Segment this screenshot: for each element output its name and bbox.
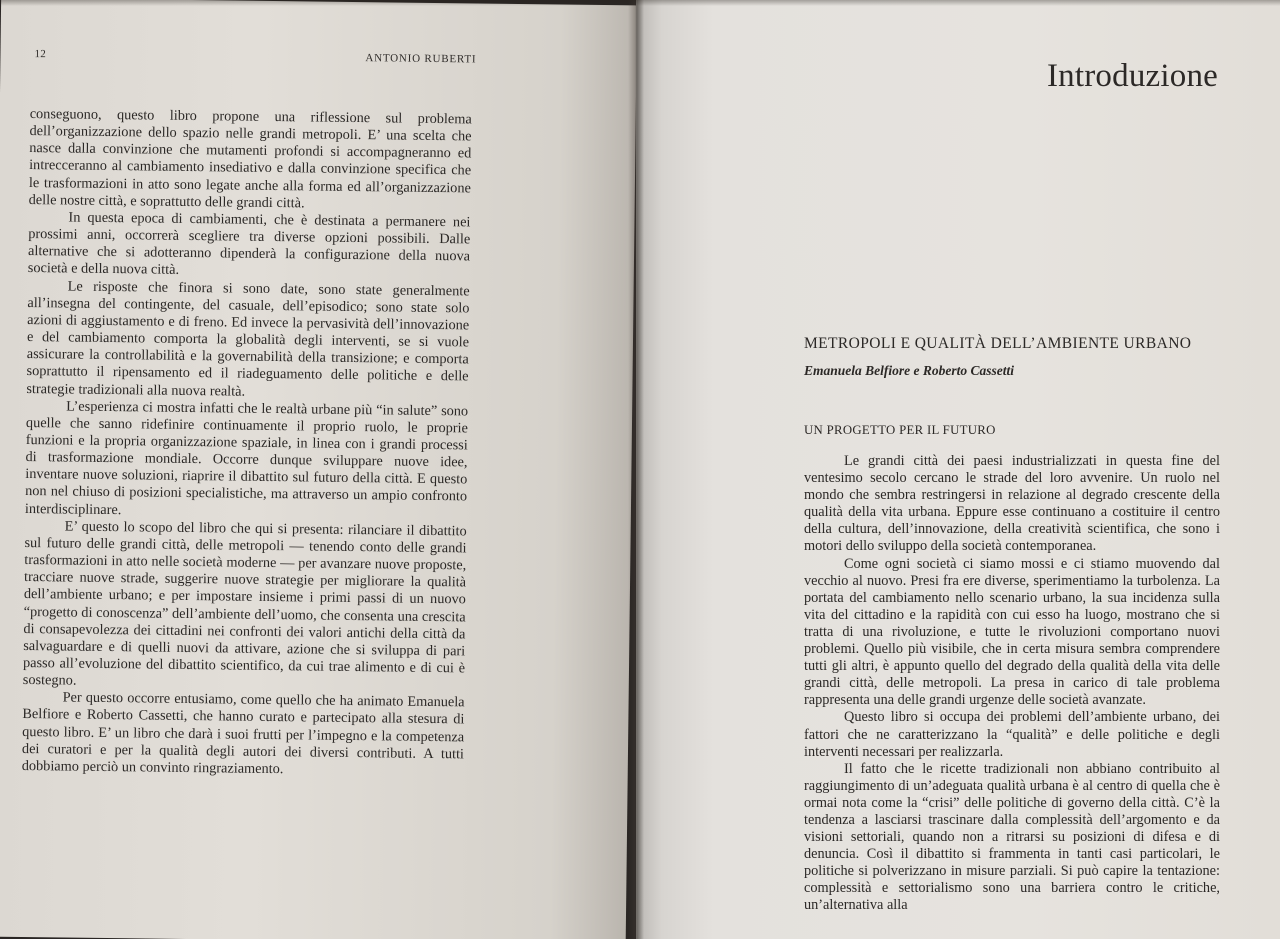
right-page <box>636 0 1280 939</box>
paragraph: Il fatto che le ricette tradizionali non abbiano contribuito al raggiungimento di un’adeguata qualità urbana è al centro di quella che è ormai nota come la “crisi” delle politiche di governo della città. C’è la tendenza a lasciarsi trascinare dalla complessità dell’argomento e da visioni settoriali, quando non a ritrarsi su posizioni di difesa e di denuncia. Così il dibattito si frammenta in tanti casi particolari, le politiche si polverizzano in misure parziali. Si può capire la tentazione: complessità e settorialismo sono una barriera contro le critiche, un’alternativa alla <box>804 760 1220 914</box>
article-authors: Emanuela Belfiore e Roberto Cassetti <box>804 363 1015 378</box>
book-gutter <box>628 0 644 939</box>
paragraph: Come ogni società ci siamo mossi e ci stiamo muovendo dal vecchio al nuovo. Presi fra ere diverse, sperimentiamo la turbolenza. La portata del cambiamento nello scenario urbano, la sua incidenza sulla vita del cittadino e la rapidità con cui esso ha luogo, mostrano che si tratta di una rivoluzione, e tutte le rivoluzioni comportano nuovi problemi. Quello più visibile, che in certa misura sembra comprendere tutti gli altri, è appunto quello del degrado della qualità della vita delle grandi città, delle metropoli. La presa in carico di tale problema rappresenta una delle grandi urgenze delle società avanzate. <box>804 555 1220 709</box>
article-title: METROPOLI E QUALITÀ DELL’AMBIENTE URBANO <box>804 335 1192 352</box>
paragraph: Le risposte che finora si sono date, sono state generalmente all’insegna del contingente, del casuale, dell’episodico; sono state solo azioni di aggiustamento e di freno. Ed invece la pervasività dell’innovazione e del cambiamento comporta la globalità degli interventi, se si vuole assicurare la controllabilità e la governabilità della transizione; e comporta soprattutto il ripensamento ed il riadeguamento delle politiche e delle strategie tradizionali alla nuova realtà. <box>26 278 470 400</box>
paragraph: In questa epoca di cambiamenti, che è destinata a permanere nei prossimi anni, occorrerà scegliere tra diverse opzioni possibili. Dalle alternative che si adotteranno dipenderà la configurazione della nuova società e della nuova città. <box>27 209 471 279</box>
running-header <box>34 42 476 67</box>
paragraph: Per questo occorre entusiamo, come quello che ha animato Emanuela Belfiore e Roberto Cassetti, che hanno curato e partecipato alla stesura di questo libro. E’ un libro che darà i suoi frutti per l’impegno e la competenza dei curatori e per la qualità degli autori dei diversi contributi. A tutti dobbiamo perciò un convinto ringraziamento. <box>21 689 465 778</box>
page-number: 12 <box>34 48 47 61</box>
paragraph: E’ questo lo scopo del libro che qui si presenta: rilanciare il dibattito sul futuro delle grandi città, delle metropoli — tenendo conto delle grandi trasformazioni in atto nelle società moderne — per avanzare nuove proposte, tracciare nuove strade, suggerire nuove strategie per migliorare la qualità dell’ambiente urbano; e per impostare insieme i primi passi di un nuovo “progetto di conoscenza” dell’ambiente dell’uomo, che consenta una crescita di consapevolezza dei cittadini nei confronti dei valori antichi della città da salvaguardare e di quelli nuovi da attivare, azione che si sviluppa di pari passo all’evoluzione del dibattito scientifico, da cui trae alimento e di cui è sostegno. <box>22 518 467 689</box>
paragraph: conseguono, questo libro propone una riflessione sul problema dell’organizzazione dello spazio nelle grandi metropoli. E’ una scelta che nasce dalla convinzione che mutamenti profondi si accompagneranno ed intrecceranno al cambiamento insediativo e dalla convinzione specifica che le trasformazioni in atto sono legate anche alla forma ed all’organizzazione delle nostre città, e soprattutto delle grandi città. <box>28 106 472 212</box>
paragraph: Le grandi città dei paesi industrializzati in questa fine del ventesimo secolo cercano le strade del loro avvenire. Un ruolo nel mondo che sembra restringersi in relazione al degrado crescente della qualità della vita urbana. Eppure esse continuano a costituire il centro della cultura, dell’innovazione, della creatività scientifica, che sono i motori dello sviluppo della società contemporanea. <box>804 453 1220 555</box>
section-heading: UN PROGETTO PER IL FUTURO <box>804 423 996 437</box>
right-text-column <box>804 453 1220 915</box>
paragraph: L’esperienza ci mostra infatti che le realtà urbane più “in salute” sono quelle che sanno ridefinire continuamente il proprio ruolo, le proprie funzioni e la propria organizzazione spaziale, in linea con i grandi processi di trasformazione mondiale. Occorre dunque sviluppare nuove idee, inventare nuove soluzioni, riaprire il dibattito sul futuro della città. E questo non nel chiuso di posizioni specialistiche, ma attraverso un ampio confronto interdisciplinare. <box>24 398 469 518</box>
chapter-title: Introduzione <box>1046 58 1218 94</box>
left-page <box>0 0 637 939</box>
left-text-column <box>22 106 472 780</box>
running-head-author: ANTONIO RUBERTI <box>365 52 477 66</box>
paragraph: Questo libro si occupa dei problemi dell’ambiente urbano, dei fattori che ne caratterizzano la “qualità” e delle politiche e degli interventi necessari per realizzarla. <box>804 709 1220 760</box>
top-shadow <box>0 0 1280 6</box>
article <box>804 335 1220 915</box>
